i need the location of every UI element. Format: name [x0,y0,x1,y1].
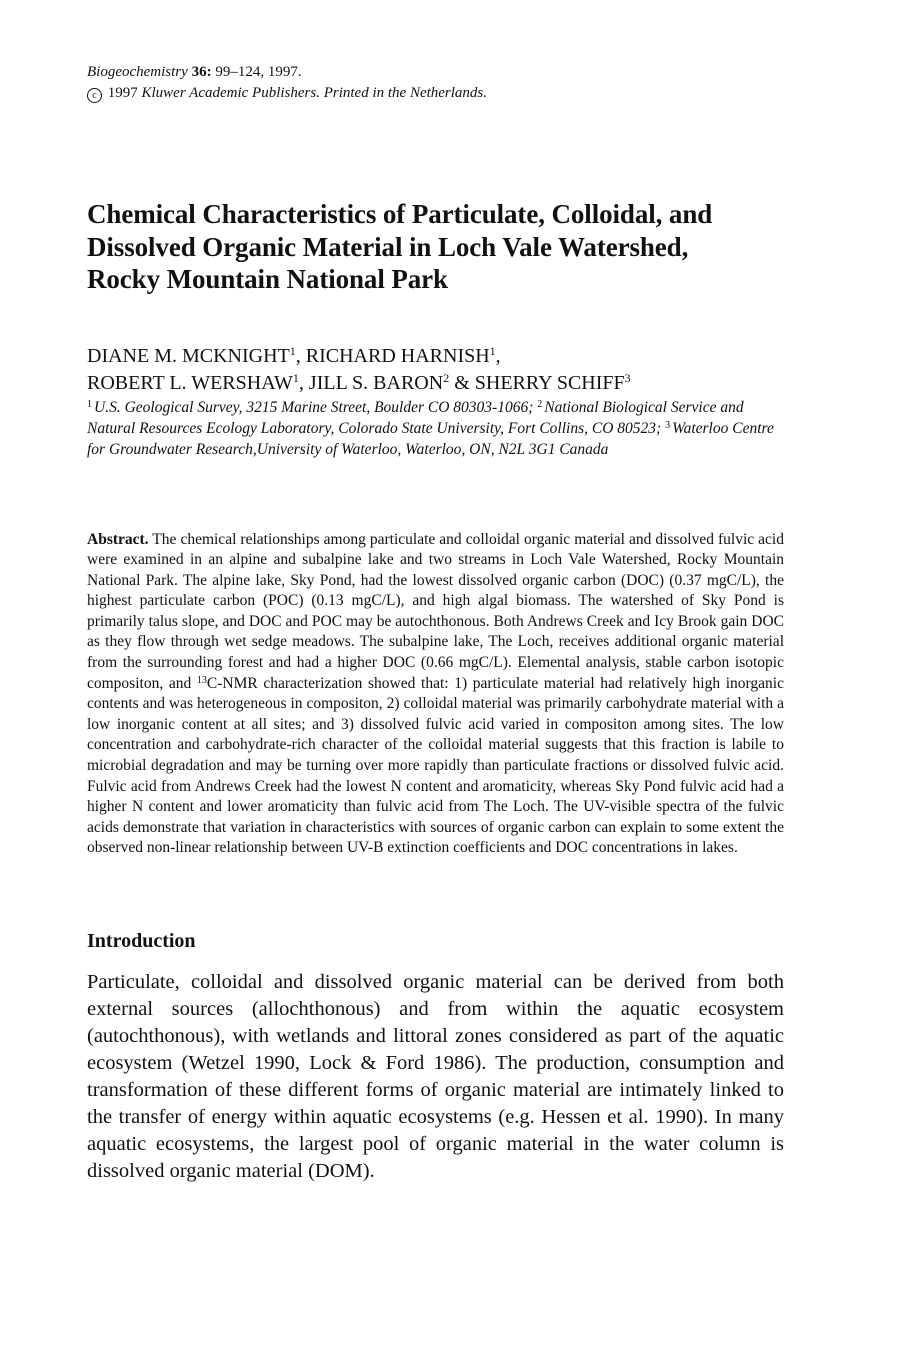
affil-2-sup: 2 [537,398,543,410]
copyright-year: 1997 [104,85,142,101]
author-5: & SHERRY SCHIFF [449,371,625,394]
affiliation-3: Waterloo Centre for Groundwater Research,University of Waterloo, Waterloo, ON, N2L 3G1 Canada [87,419,774,458]
author-4-sup: 2 [443,370,450,385]
abstract-text-1: The chemical relationships among particulate and colloidal organic material and dissolved fulvic acid were examined in an alpine and subalpine lake and two streams in Loch Vale Watershed, Rocky Mountain National Park. The alpine lake, Sky Pond, had the lowest dissolved organic carbon (DOC) (0.37 mgC/L), the highest particulate carbon (POC) (0.13 mgC/L), and high algal biomass. The watershed of Sky Pond is primarily talus slope, and DOC and POC may be autochthonous. Both Andrews Creek and Icy Brook gain DOC as they flow through wet sedge meadows. The subalpine lake, The Loch, receives additional organic material from the surrounding forest and had a higher DOC (0.66 mgC/L). Elemental analysis, stable carbon isotopic compositon, and [87,530,784,692]
title-line-1: Chemical Characteristics of Particulate, Colloidal, and [87,199,713,229]
title-line-3: Rocky Mountain National Park [87,264,448,294]
affiliation-1: U.S. Geological Survey, 3215 Marine Street, Boulder CO 80303-1066; [94,398,538,416]
author-4: , JILL S. BARON [298,371,444,394]
author-2: , RICHARD HARNISH [295,344,490,367]
journal-name: Biogeochemistry [87,64,188,80]
affiliation-2: National Biological Service and Natural Resources Ecology Laboratory, Colorado State University, Fort Collins, CO 80523; [87,398,744,437]
section-heading-introduction: Introduction [87,930,196,952]
author-2-sup: 1 [489,343,496,358]
author-3-sup: 1 [292,370,299,385]
author-1: DIANE M. MCKNIGHT [87,344,290,367]
copyright-publisher: Kluwer Academic Publishers. Printed in the Netherlands. [141,85,488,101]
abstract-sup-13: 13 [196,674,207,686]
abstract-text-2: C-NMR characterization showed that: 1) particulate material had relatively high inorganic contents and was heterogeneous in compositon, 2) colloidal material was primarily carbohydrate material with a low inorganic content at all sites; and 3) dissolved fulvic acid varied in compositon among sites. The low concentration and carbohydrate-rich character of the colloidal material suggests that this fraction is labile to microbial degradation and may be turning over more rapidly than particulate fractions or dissolved fulvic acid. Fulvic acid from Andrews Creek had the lowest N content and aromaticity, whereas Sky Pond fulvic acid had a higher N content and lower aromaticity than fulvic acid from The Loch. The UV-visible spectra of the fulvic acids demonstrate that variation in characteristics with sources of organic carbon can explain to some extent the observed non-linear relationship between UV-B extinction coefficients and DOC concentrations in lakes. [87,674,784,857]
affil-3-sup: 3 [665,419,671,431]
paper-page [87,62,784,1185]
affil-1-sup: 1 [87,398,92,410]
affiliations [87,397,784,460]
abstract-label: Abstract. [87,530,149,548]
author-2-tail: , [495,344,501,367]
copyright-icon: c [87,88,102,103]
author-5-sup: 3 [624,370,631,385]
journal-citation [87,62,784,83]
author-list [87,343,784,397]
paper-title [87,198,784,296]
title-line-2: Dissolved Organic Material in Loch Vale Watershed, [87,231,689,262]
author-3: ROBERT L. WERSHAW [87,371,293,394]
journal-volume: 36: [191,64,212,80]
author-1-sup: 1 [289,343,296,358]
abstract [87,530,784,860]
journal-pages-year: 99–124, 1997. [211,64,302,80]
introduction-paragraph: Particulate, colloidal and dissolved organic material can be derived from both external sources (allochthonous) and from within the aquatic ecosystem (autochthonous), with wetlands and littoral zones considered as part of the aquatic ecosystem (Wetzel 1990, Lock & Ford 1986). The production, consumption and transformation of these different forms of organic material are intimately linked to the transfer of energy within aquatic ecosystems (e.g. Hessen et al. 1990). In many aquatic ecosystems, the largest pool of organic material in the water column is dissolved organic material (DOM). [87,971,784,1182]
copyright-line [87,83,784,104]
